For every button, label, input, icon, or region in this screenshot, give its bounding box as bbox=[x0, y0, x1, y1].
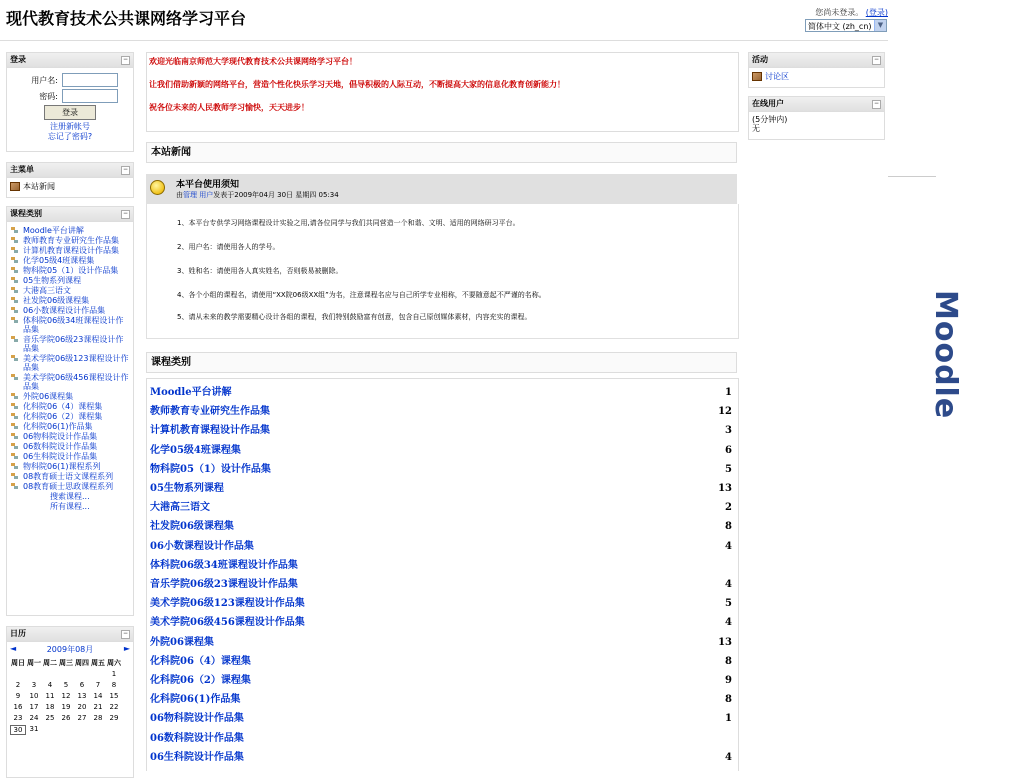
course-count: 8 bbox=[725, 521, 732, 532]
course-category-link[interactable]: 社发院06级课程集 bbox=[150, 521, 234, 532]
login-status-text: 您尚未登录。 bbox=[815, 8, 864, 17]
course-category-link[interactable]: 化科院06（4）课程集 bbox=[150, 656, 251, 667]
post-date: 发表于2009年04月 30日 星期四 05:34 bbox=[213, 191, 339, 199]
course-category-icon bbox=[10, 402, 20, 411]
collapse-icon[interactable]: − bbox=[122, 630, 129, 637]
calendar-day[interactable]: 10 bbox=[29, 692, 39, 700]
calendar-day[interactable]: 25 bbox=[45, 714, 55, 722]
calendar-day bbox=[10, 670, 26, 678]
calendar-day[interactable]: 6 bbox=[79, 681, 85, 689]
chevron-down-icon[interactable]: ▼ bbox=[874, 20, 886, 31]
calendar-day[interactable]: 19 bbox=[61, 703, 71, 711]
course-category-label: 美术学院06级123课程设计作品集 bbox=[23, 354, 129, 372]
post-author-link[interactable]: 管理 用户 bbox=[183, 191, 214, 199]
course-category-link[interactable]: 06物科院设计作品集 bbox=[150, 713, 244, 724]
course-categories-header bbox=[7, 207, 133, 222]
calendar-weekday: 周一 bbox=[27, 659, 41, 667]
calendar-weekday: 周二 bbox=[43, 659, 57, 667]
course-category-item[interactable] bbox=[10, 246, 130, 255]
news-icon bbox=[10, 182, 20, 191]
calendar-day[interactable]: 7 bbox=[95, 681, 101, 689]
login-button[interactable]: 登录 bbox=[44, 105, 96, 120]
login-block-title: 登录 bbox=[10, 55, 26, 64]
course-category-item[interactable] bbox=[10, 335, 130, 353]
course-category-label: 06物科院设计作品集 bbox=[23, 432, 98, 441]
activities-title: 活动 bbox=[752, 55, 768, 64]
course-category-icon bbox=[10, 256, 20, 265]
moodle-logo-text: Moodle bbox=[928, 290, 963, 420]
post-line: 5、请从未来的教学需要精心设计各组的课程，我们特别鼓励富有创意，包含自己原创媒体素材，内容充实的课程。 bbox=[177, 313, 532, 321]
course-category-row bbox=[150, 636, 732, 650]
course-category-label: 外院06课程集 bbox=[23, 392, 74, 401]
calendar-day[interactable]: 1 bbox=[111, 670, 117, 678]
course-category-icon bbox=[10, 236, 20, 245]
language-value: 简体中文 (zh_cn) bbox=[808, 22, 872, 31]
course-category-icon bbox=[10, 472, 20, 481]
course-category-item[interactable] bbox=[10, 472, 130, 481]
course-category-link[interactable]: 05生物系列课程 bbox=[150, 483, 224, 494]
course-category-row bbox=[150, 424, 732, 438]
activity-item-label: 讨论区 bbox=[765, 72, 789, 81]
course-category-row bbox=[150, 501, 732, 515]
forgot-password-link[interactable]: 忘记了密码? bbox=[47, 132, 93, 141]
collapse-icon[interactable]: − bbox=[873, 100, 880, 107]
course-category-icon bbox=[10, 286, 20, 295]
main-menu-header bbox=[7, 163, 133, 178]
calendar-day bbox=[26, 670, 42, 678]
calendar-day[interactable]: 24 bbox=[29, 714, 39, 722]
prev-month-icon[interactable]: ◄ bbox=[10, 644, 17, 653]
course-category-label: 计算机教育课程设计作品集 bbox=[23, 246, 119, 255]
news-post-title[interactable]: 本平台使用须知 bbox=[176, 180, 240, 190]
course-category-link[interactable]: 教师教育专业研究生作品集 bbox=[150, 406, 270, 417]
decorative-line bbox=[888, 176, 936, 177]
next-month-icon[interactable]: ► bbox=[123, 644, 130, 653]
course-category-label: 体科院06级34班课程设计作品集 bbox=[23, 316, 124, 334]
course-category-row bbox=[150, 712, 732, 726]
welcome-line: 欢迎光临南京师范大学现代教育技术公共课网络学习平台！ bbox=[149, 56, 357, 66]
login-link[interactable]: (登录) bbox=[865, 8, 888, 17]
activities-block bbox=[748, 52, 885, 88]
calendar-header bbox=[7, 627, 133, 642]
news-post-body bbox=[146, 204, 739, 339]
calendar-weekday: 周日 bbox=[11, 659, 25, 667]
activity-item[interactable] bbox=[752, 72, 881, 81]
calendar-weekday: 周五 bbox=[91, 659, 105, 667]
course-category-link[interactable]: 化学05级4班课程集 bbox=[150, 445, 241, 456]
course-category-link[interactable]: 体科院06级34班课程设计作品集 bbox=[150, 560, 298, 571]
calendar-weekday: 周四 bbox=[75, 659, 89, 667]
course-category-icon bbox=[10, 354, 20, 363]
course-count: 9 bbox=[725, 675, 732, 686]
course-category-row bbox=[150, 463, 732, 477]
online-users-block bbox=[748, 96, 885, 140]
calendar-day[interactable]: 27 bbox=[77, 714, 87, 722]
news-post-meta bbox=[176, 190, 339, 200]
course-category-row bbox=[150, 616, 732, 630]
calendar-weekday: 周六 bbox=[107, 659, 121, 667]
post-line: 4、各个小组的课程名，请使用“XX院06级XX组”为名，注意课程名应与自己所学专业相称，不要随意起不严谨的名称。 bbox=[177, 291, 546, 299]
course-category-link[interactable]: 大港高三语文 bbox=[150, 502, 210, 513]
course-category-row bbox=[150, 674, 732, 688]
course-category-icon bbox=[10, 276, 20, 285]
course-category-item[interactable] bbox=[10, 392, 130, 401]
calendar-day bbox=[90, 670, 106, 678]
course-category-row bbox=[150, 693, 732, 707]
course-category-link[interactable]: 化科院06（2）课程集 bbox=[150, 675, 251, 686]
all-courses-link[interactable]: 所有课程... bbox=[50, 502, 90, 511]
calendar-day[interactable]: 16 bbox=[13, 703, 23, 711]
course-category-item[interactable] bbox=[10, 236, 130, 245]
calendar-day[interactable]: 17 bbox=[29, 703, 39, 711]
news-heading: 本站新闻 bbox=[146, 142, 737, 163]
course-category-row bbox=[150, 405, 732, 419]
course-category-label: 08教育硕士思政课程系列 bbox=[23, 482, 114, 491]
course-categories-block bbox=[6, 206, 134, 616]
course-count: 4 bbox=[725, 541, 732, 552]
course-count: 4 bbox=[725, 617, 732, 628]
online-users-header bbox=[749, 97, 884, 112]
collapse-icon[interactable]: − bbox=[122, 210, 129, 217]
calendar-day bbox=[74, 670, 90, 678]
username-input[interactable] bbox=[62, 73, 118, 87]
calendar-day[interactable]: 11 bbox=[45, 692, 55, 700]
course-category-item[interactable] bbox=[10, 354, 130, 372]
course-category-label: 物科院06(1)课程系列 bbox=[23, 462, 101, 471]
course-category-icon bbox=[10, 462, 20, 471]
course-category-item[interactable] bbox=[10, 402, 130, 411]
username-label: 用户名: bbox=[31, 75, 58, 85]
course-category-icon bbox=[10, 373, 20, 382]
course-category-link[interactable]: 化科院06(1)作品集 bbox=[150, 694, 241, 705]
course-count: 5 bbox=[725, 598, 732, 609]
post-by: 由 bbox=[176, 191, 183, 199]
course-count: 13 bbox=[718, 637, 732, 648]
course-category-item[interactable] bbox=[10, 452, 130, 461]
calendar-month[interactable]: 2009年08月 bbox=[46, 645, 94, 654]
login-block-header bbox=[7, 53, 133, 68]
smiley-icon bbox=[150, 180, 165, 195]
course-category-row bbox=[150, 751, 732, 765]
calendar-day[interactable]: 30 bbox=[10, 725, 26, 735]
course-category-link[interactable]: 美术学院06级456课程设计作品集 bbox=[150, 617, 305, 628]
course-category-label: 06数科院设计作品集 bbox=[23, 442, 98, 451]
course-category-icon bbox=[10, 226, 20, 235]
main-menu-item[interactable] bbox=[10, 182, 130, 191]
course-category-item[interactable] bbox=[10, 306, 130, 315]
course-category-label: 大港高三语文 bbox=[23, 286, 71, 295]
calendar-day[interactable]: 4 bbox=[47, 681, 53, 689]
collapse-icon[interactable]: − bbox=[122, 166, 129, 173]
course-category-row bbox=[150, 559, 732, 573]
course-category-label: 06生科院设计作品集 bbox=[23, 452, 98, 461]
welcome-line: 让我们借助新颖的网络平台，营造个性化快乐学习天地，倡导积极的人际互动，不断提高大家的信息化教育创新能力！ bbox=[149, 79, 565, 89]
course-category-item[interactable] bbox=[10, 226, 130, 235]
course-count: 13 bbox=[718, 483, 732, 494]
course-category-icon bbox=[10, 452, 20, 461]
calendar-weekday: 周三 bbox=[59, 659, 73, 667]
course-category-link[interactable]: Moodle平台讲解 bbox=[150, 387, 232, 398]
calendar-day[interactable]: 2 bbox=[15, 681, 21, 689]
signup-link[interactable]: 注册新帐号 bbox=[50, 122, 90, 131]
course-category-row bbox=[150, 578, 732, 592]
course-category-icon bbox=[10, 296, 20, 305]
course-category-item[interactable] bbox=[10, 432, 130, 441]
main-menu-block bbox=[6, 162, 134, 198]
course-count: 6 bbox=[725, 445, 732, 456]
course-category-label: 物科院05（1）设计作品集 bbox=[23, 266, 119, 275]
course-category-icon bbox=[10, 306, 20, 315]
post-line: 3、姓和名：请使用各人真实姓名，否则极易被删除。 bbox=[177, 267, 343, 275]
course-category-row bbox=[150, 520, 732, 534]
course-category-icon bbox=[10, 432, 20, 441]
calendar-day[interactable]: 13 bbox=[77, 692, 87, 700]
calendar-day[interactable]: 26 bbox=[61, 714, 71, 722]
calendar-day[interactable]: 14 bbox=[93, 692, 103, 700]
course-category-icon bbox=[10, 422, 20, 431]
course-category-label: 音乐学院06级23课程设计作品集 bbox=[23, 335, 124, 353]
main-menu-title: 主菜单 bbox=[10, 165, 34, 174]
online-users-none: 无 bbox=[752, 124, 760, 133]
calendar-day bbox=[58, 670, 74, 678]
course-category-item[interactable] bbox=[10, 256, 130, 265]
course-category-row bbox=[150, 655, 732, 669]
welcome-box bbox=[146, 52, 739, 132]
forum-icon bbox=[752, 72, 762, 81]
course-count: 4 bbox=[725, 579, 732, 590]
course-category-label: 化学05级4班课程集 bbox=[23, 256, 95, 265]
course-category-link[interactable]: 06小数课程设计作品集 bbox=[150, 541, 254, 552]
course-category-link[interactable]: 06生科院设计作品集 bbox=[150, 752, 244, 763]
course-category-item[interactable] bbox=[10, 266, 130, 275]
course-count: 1 bbox=[725, 387, 732, 398]
course-category-label: 社发院06级课程集 bbox=[23, 296, 90, 305]
course-category-row bbox=[150, 597, 732, 611]
course-category-icon bbox=[10, 246, 20, 255]
site-title: 现代教育技术公共课网络学习平台 bbox=[6, 9, 247, 28]
main-menu-item-label: 本站新闻 bbox=[23, 182, 55, 191]
post-line: 2、用户名：请使用各人的学号。 bbox=[177, 243, 280, 251]
course-category-icon bbox=[10, 316, 20, 325]
course-category-label: 美术学院06级456课程设计作品集 bbox=[23, 373, 129, 391]
course-category-row bbox=[150, 444, 732, 458]
welcome-line: 祝各位未来的人民教师学习愉快，天天进步！ bbox=[149, 102, 309, 112]
calendar-day[interactable]: 21 bbox=[93, 703, 103, 711]
course-list-heading: 课程类别 bbox=[146, 352, 737, 373]
calendar-day[interactable]: 22 bbox=[109, 703, 119, 711]
course-category-item[interactable] bbox=[10, 422, 130, 431]
calendar-day[interactable]: 28 bbox=[93, 714, 103, 722]
course-category-link[interactable]: 06数科院设计作品集 bbox=[150, 733, 244, 744]
calendar-title: 日历 bbox=[10, 629, 26, 638]
calendar-block bbox=[6, 626, 134, 778]
course-count: 1 bbox=[725, 713, 732, 724]
login-status bbox=[815, 7, 888, 18]
course-category-label: 化科院06（4）课程集 bbox=[23, 402, 103, 411]
course-count: 3 bbox=[725, 425, 732, 436]
course-category-label: 08教育硕士语文课程系列 bbox=[23, 472, 114, 481]
calendar-day[interactable]: 3 bbox=[31, 681, 37, 689]
post-line: 1、本平台专供学习网络课程设计实验之用,请各位同学与我们共同营造一个和谐、文明、适用的网络研习平台。 bbox=[177, 219, 520, 227]
calendar-day[interactable]: 8 bbox=[111, 681, 117, 689]
language-select[interactable] bbox=[805, 19, 887, 32]
calendar-day bbox=[42, 670, 58, 678]
login-block bbox=[6, 52, 134, 152]
course-count: 8 bbox=[725, 656, 732, 667]
course-category-item[interactable] bbox=[10, 482, 130, 491]
course-category-link[interactable]: 物科院05（1）设计作品集 bbox=[150, 464, 271, 475]
course-category-link[interactable]: 计算机教育课程设计作品集 bbox=[150, 425, 270, 436]
calendar-day[interactable]: 20 bbox=[77, 703, 87, 711]
search-courses-link[interactable]: 搜索课程... bbox=[50, 492, 90, 501]
course-category-label: 教师教育专业研究生作品集 bbox=[23, 236, 119, 245]
course-categories-list bbox=[7, 222, 133, 515]
course-category-item[interactable] bbox=[10, 296, 130, 305]
calendar-day[interactable]: 5 bbox=[63, 681, 69, 689]
password-input[interactable] bbox=[62, 89, 118, 103]
course-category-icon bbox=[10, 392, 20, 401]
course-category-link[interactable]: 美术学院06级123课程设计作品集 bbox=[150, 598, 305, 609]
course-category-icon bbox=[10, 335, 20, 344]
course-category-link[interactable]: 外院06课程集 bbox=[150, 637, 214, 648]
course-count: 5 bbox=[725, 464, 732, 475]
course-category-item[interactable] bbox=[10, 286, 130, 295]
course-category-icon bbox=[10, 482, 20, 491]
course-category-label: Moodle平台讲解 bbox=[23, 226, 84, 235]
password-label: 密码: bbox=[39, 91, 58, 101]
calendar-day[interactable]: 15 bbox=[109, 692, 119, 700]
course-category-link[interactable]: 音乐学院06级23课程设计作品集 bbox=[150, 579, 298, 590]
course-category-label: 化科院06（2）课程集 bbox=[23, 412, 103, 421]
online-users-title: 在线用户 bbox=[752, 99, 784, 108]
collapse-icon[interactable]: − bbox=[873, 56, 880, 63]
course-category-item[interactable] bbox=[10, 412, 130, 421]
course-category-item[interactable] bbox=[10, 316, 130, 334]
activities-header bbox=[749, 53, 884, 68]
course-category-label: 化科院06(1)作品集 bbox=[23, 422, 93, 431]
header-divider bbox=[0, 40, 888, 41]
course-categories-title: 课程类别 bbox=[10, 209, 42, 218]
course-category-icon bbox=[10, 266, 20, 275]
course-count: 4 bbox=[725, 752, 732, 763]
course-count: 8 bbox=[725, 694, 732, 705]
course-count: 12 bbox=[718, 406, 732, 417]
course-category-label: 05生物系列课程 bbox=[23, 276, 82, 285]
course-category-icon bbox=[10, 412, 20, 421]
course-category-item[interactable] bbox=[10, 442, 130, 451]
course-category-icon bbox=[10, 442, 20, 451]
calendar-day[interactable]: 23 bbox=[13, 714, 23, 722]
calendar-day[interactable]: 12 bbox=[61, 692, 71, 700]
course-category-row bbox=[150, 732, 732, 746]
course-count: 2 bbox=[725, 502, 732, 513]
calendar-day[interactable]: 29 bbox=[109, 714, 119, 722]
course-category-row bbox=[150, 540, 732, 554]
course-category-item[interactable] bbox=[10, 276, 130, 285]
course-category-item[interactable] bbox=[10, 373, 130, 391]
online-users-period: (5分钟内) bbox=[752, 115, 788, 124]
collapse-icon[interactable]: − bbox=[122, 56, 129, 63]
news-post-header bbox=[146, 174, 737, 204]
calendar-day[interactable]: 31 bbox=[29, 725, 39, 733]
course-category-row bbox=[150, 482, 732, 496]
course-category-item[interactable] bbox=[10, 462, 130, 471]
calendar-grid bbox=[10, 659, 133, 735]
course-category-label: 06小数课程设计作品集 bbox=[23, 306, 106, 315]
calendar-day[interactable]: 18 bbox=[45, 703, 55, 711]
calendar-day[interactable]: 9 bbox=[15, 692, 21, 700]
course-category-row bbox=[150, 386, 732, 400]
